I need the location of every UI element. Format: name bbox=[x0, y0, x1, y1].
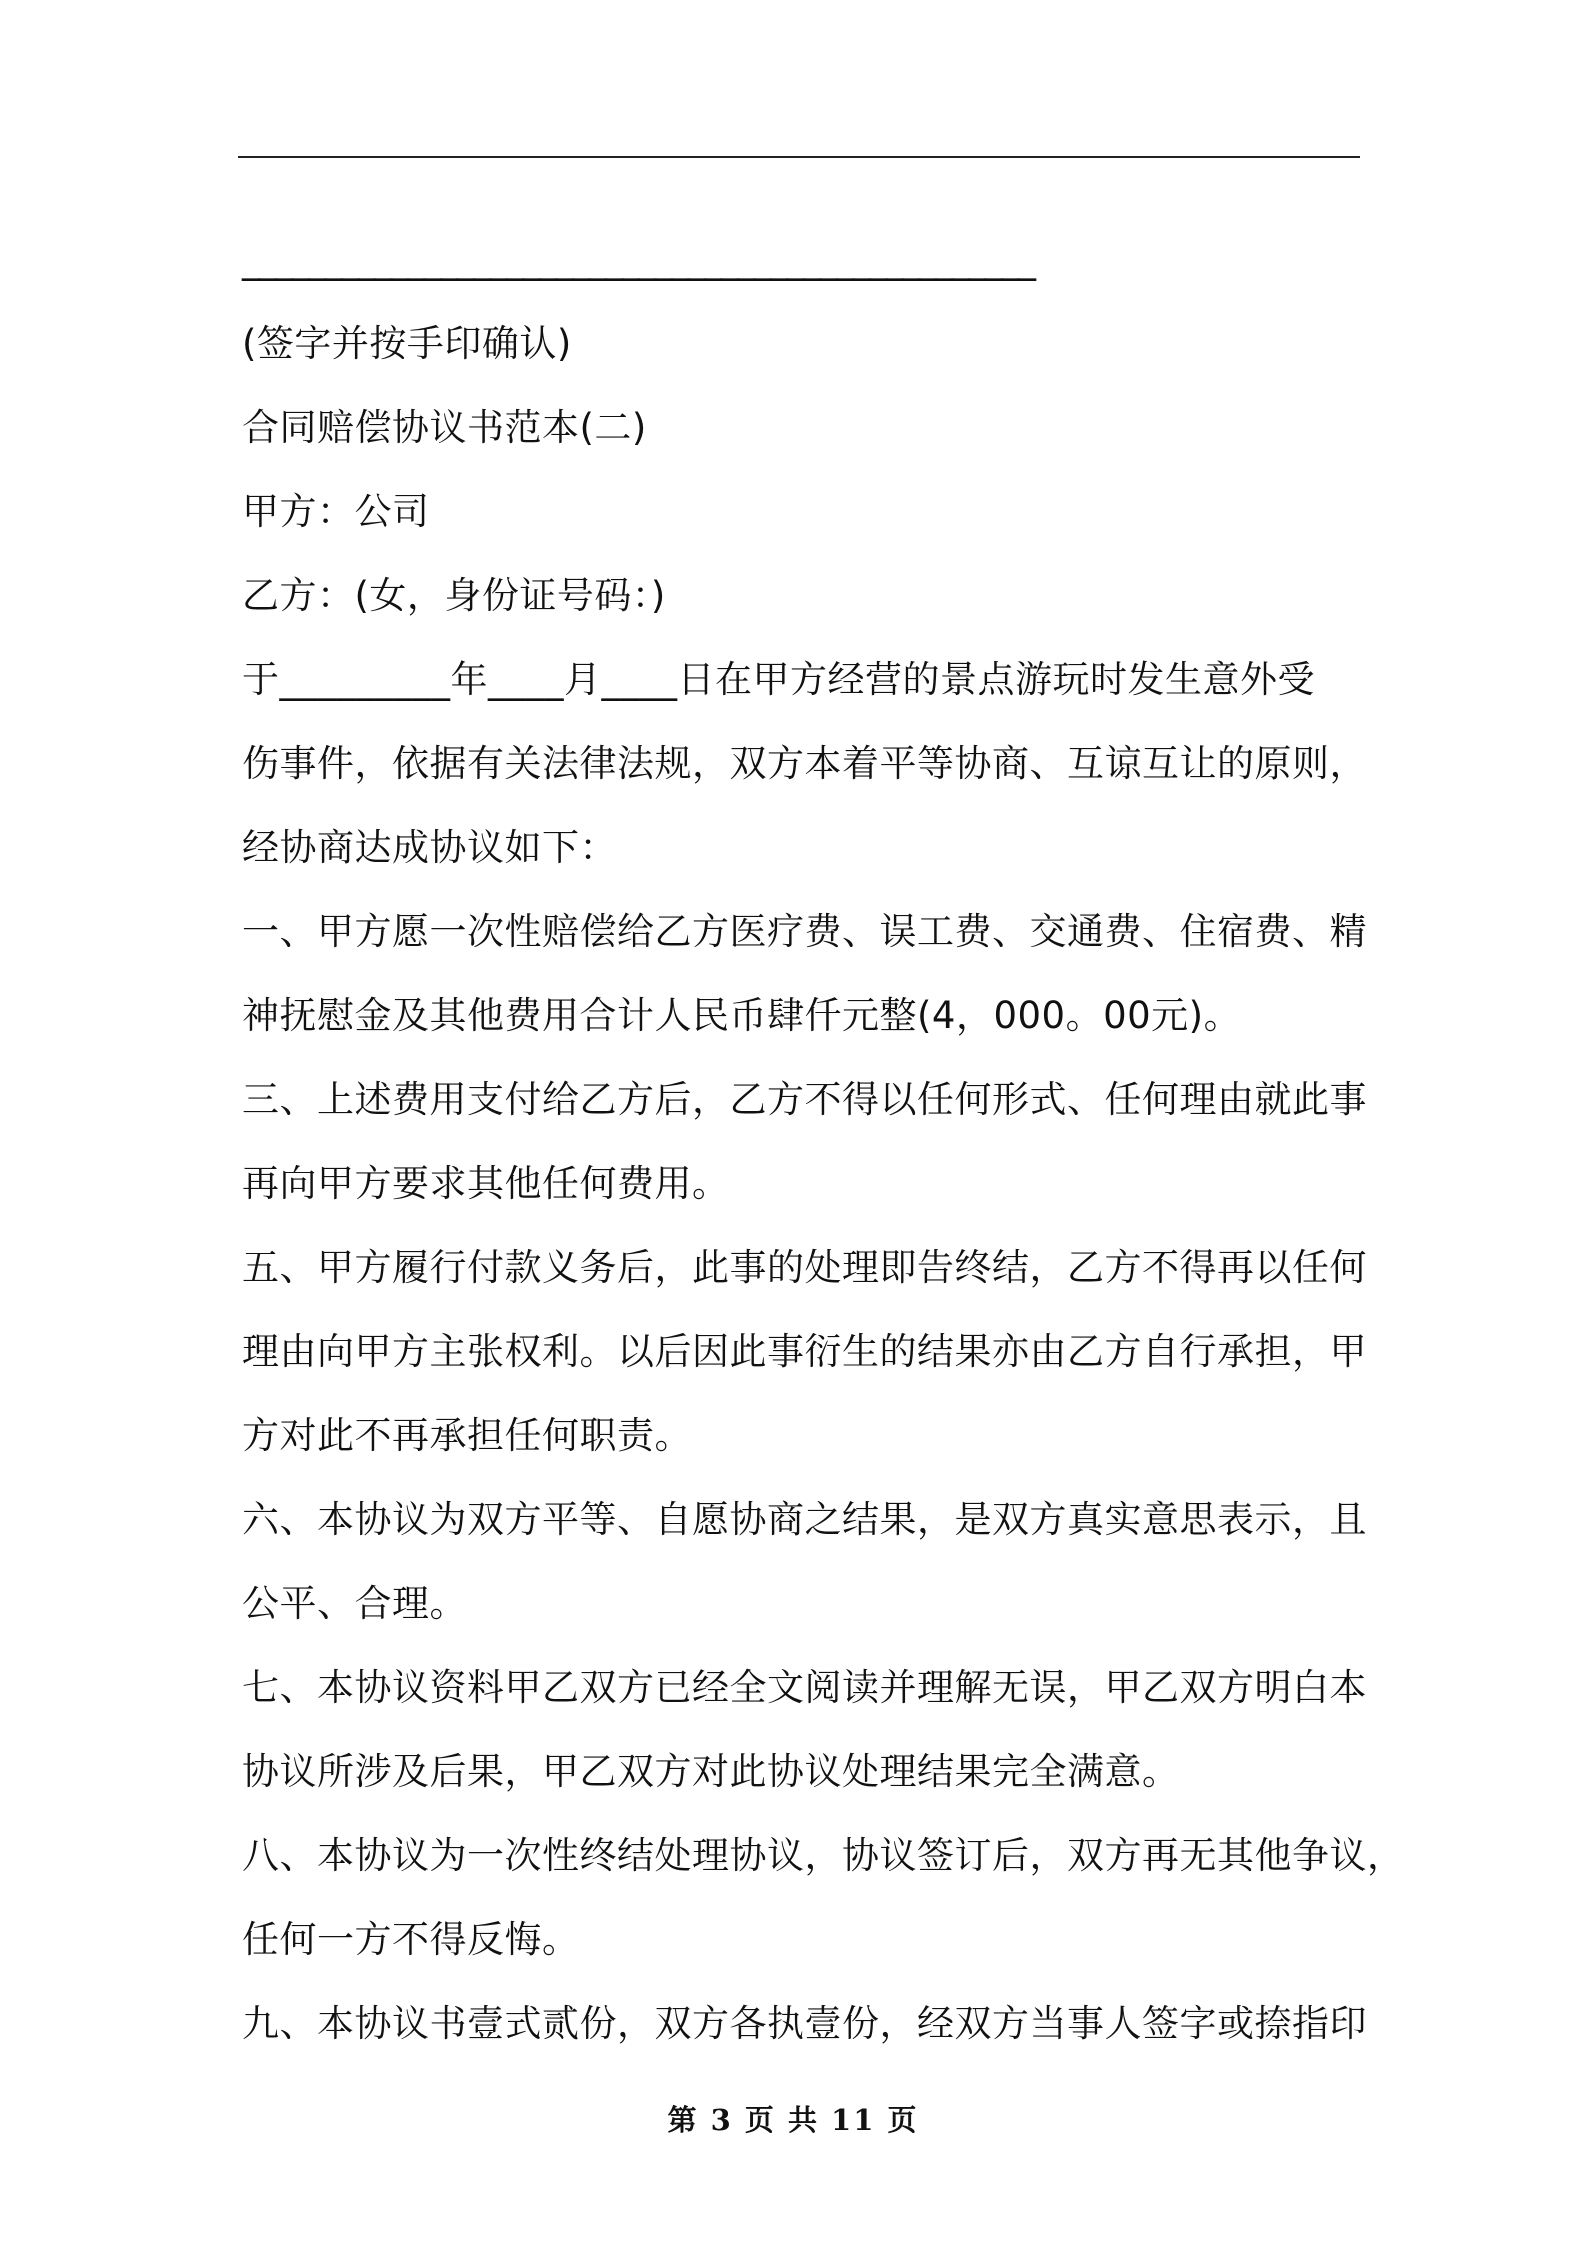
clause-line: 公平、合理。 bbox=[242, 1582, 467, 1625]
paragraph-line: 伤事件，依据有关法律法规，双方本着平等协商、互谅互让的原则， bbox=[242, 742, 1367, 785]
clause-line: 七、本协议资料甲乙双方已经全文阅读并理解无误，甲乙双方明白本 bbox=[242, 1666, 1367, 1709]
paragraph-line: 经协商达成协议如下： bbox=[242, 826, 617, 869]
clause-line: 三、上述费用支付给乙方后，乙方不得以任何形式、任何理由就此事 bbox=[242, 1078, 1367, 1121]
party-b: 乙方：(女，身份证号码：) bbox=[242, 574, 666, 617]
document-body bbox=[242, 218, 1405, 2066]
clause-line: 方对此不再承担任何职责。 bbox=[242, 1414, 692, 1457]
document-title: 合同赔偿协议书范本(二) bbox=[242, 406, 647, 449]
party-a: 甲方：公司 bbox=[242, 490, 430, 533]
page-number-footer: 第 3 页 共 11 页 bbox=[667, 2103, 919, 2137]
header-rule bbox=[238, 156, 1360, 158]
clause-line: 神抚慰金及其他费用合计人民币肆仟元整(4，000。00元)。 bbox=[242, 994, 1242, 1037]
clause-line: 理由向甲方主张权利。以后因此事衍生的结果亦由乙方自行承担，甲 bbox=[242, 1330, 1367, 1373]
paragraph-line: 于_________年____月____日在甲方经营的景点游玩时发生意外受 bbox=[242, 658, 1315, 701]
clause-line: 任何一方不得反悔。 bbox=[242, 1918, 580, 1961]
clause-line: 协议所涉及后果，甲乙双方对此协议处理结果完全满意。 bbox=[242, 1750, 1180, 1793]
clause-line: 九、本协议书壹式贰份，双方各执壹份，经双方当事人签字或捺指印 bbox=[242, 2002, 1367, 2045]
clause-line: 八、本协议为一次性终结处理协议，协议签订后，双方再无其他争议， bbox=[242, 1834, 1405, 1877]
clause-line: 五、甲方履行付款义务后，此事的处理即告终结，乙方不得再以任何 bbox=[242, 1246, 1367, 1289]
clause-line: 六、本协议为双方平等、自愿协商之结果，是双方真实意思表示，且 bbox=[242, 1498, 1367, 1541]
signature-line: ________________________________________________ bbox=[242, 238, 1034, 281]
clause-line: 一、甲方愿一次性赔偿给乙方医疗费、误工费、交通费、住宿费、精 bbox=[242, 910, 1367, 953]
clause-line: 再向甲方要求其他任何费用。 bbox=[242, 1162, 730, 1205]
signature-note: (签字并按手印确认) bbox=[242, 322, 572, 365]
